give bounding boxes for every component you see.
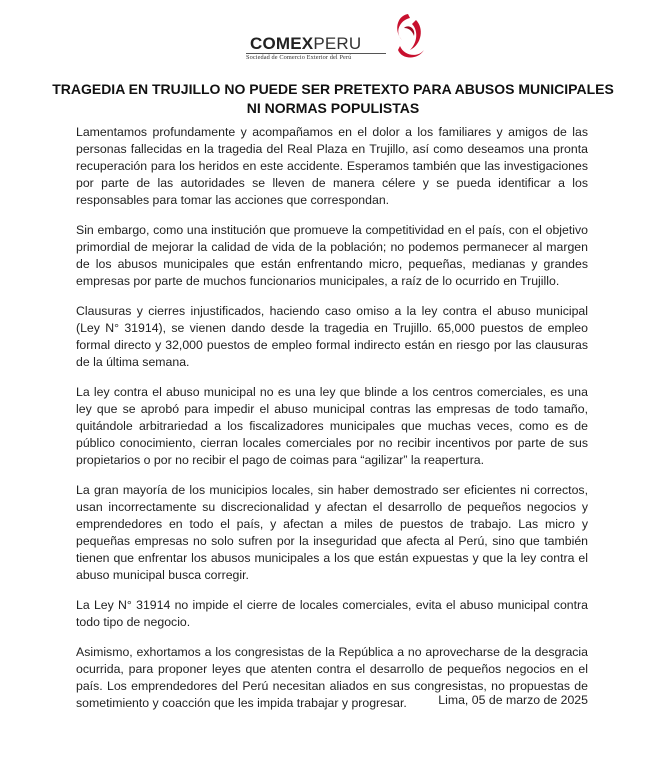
logo-wordmark	[250, 34, 361, 54]
paragraph-2: Sin embargo, como una institución que promueve la competitividad en el país, con el objetivo primordial de mejorar la calidad de vida de la población; no podemos permanecer al margen de los abusos municipales que están enfrentando micro, pequeñas, medianas y grandes empresas por parte de muchos funcionarios municipales, a raíz de lo ocurrido en Trujillo.	[76, 223, 588, 288]
document-date: Lima, 05 de marzo de 2025	[438, 693, 588, 707]
logo-wordmark-bold: COMEX	[250, 34, 314, 53]
paragraph-4: La ley contra el abuso municipal no es una ley que blinde a los centros comerciales, es una ley que se aprobó para impedir el abuso municipal contras las empresas de todo tamaño, quitándole arbitrariedad a los fiscalizadores municipales que muchas veces, como es de público conocimiento, cierran locales comerciales por no recibir incentivos por parte de sus propietarios o por no recibir el pago de coimas para “agilizar” la reapertura.	[76, 385, 588, 467]
logo-wordmark-regular: PERU	[313, 34, 362, 53]
paragraph-1: Lamentamos profundamente y acompañamos en el dolor a los familiares y amigos de las personas fallecidas en la tragedia del Real Plaza en Trujillo, así como deseamos una pronta recuperación para los heridos en este accidente. Esperamos también que las investigaciones por parte de las autoridades se lleven de manera célere y se pueda identificar a los responsables para tomar las acciones que correspondan.	[76, 125, 588, 207]
paragraph-3: Clausuras y cierres injustificados, haciendo caso omiso a la ley contra el abuso municipal (Ley N° 31914), se vienen dando desde la tragedia en Trujillo. 65,000 puestos de empleo formal directo y 32,000 puestos de empleo formal indirecto están en riesgo por las clausuras de la última semana.	[76, 304, 588, 369]
logo-swirl-icon	[388, 10, 428, 64]
logo-tagline: Sociedad de Comercio Exterior del Perú	[246, 54, 352, 61]
paragraph-5: La gran mayoría de los municipios locales, sin haber demostrado ser eficientes ni correctos, usan incorrectamente su discrecionalidad y afectan el desarrollo de pequeños negocios y emprendedores en todo el país, y afectan a miles de puestos de trabajo. Las micro y pequeñas empresas no solo sufren por la inseguridad que afecta al Perú, sino que también tienen que enfrentar los abusos municipales a los que están expuestas y que la ley contra el abuso municipal busca corregir.	[76, 483, 588, 582]
paragraph-7: Asimismo, exhortamos a los congresistas de la República a no aprovecharse de la desgracia ocurrida, para proponer leyes que atenten contra el desarrollo de pequeños negocios en el país. Los emprendedores del Perú necesitan aliados en sus congresistas, no propuestas de sometimiento y coacción que les impida trabajar y progresar.	[76, 645, 588, 710]
comexperu-logo	[240, 10, 440, 66]
paragraph-6: La Ley N° 31914 no impide el cierre de locales comerciales, evita el abuso municipal contra todo tipo de negocio.	[76, 598, 588, 629]
title-line-2: NI NORMAS POPULISTAS	[246, 100, 420, 116]
document-body	[76, 124, 588, 725]
document-title	[40, 80, 626, 118]
title-line-1: TRAGEDIA EN TRUJILLO NO PUEDE SER PRETEXTO PARA ABUSOS MUNICIPALES	[52, 81, 614, 97]
